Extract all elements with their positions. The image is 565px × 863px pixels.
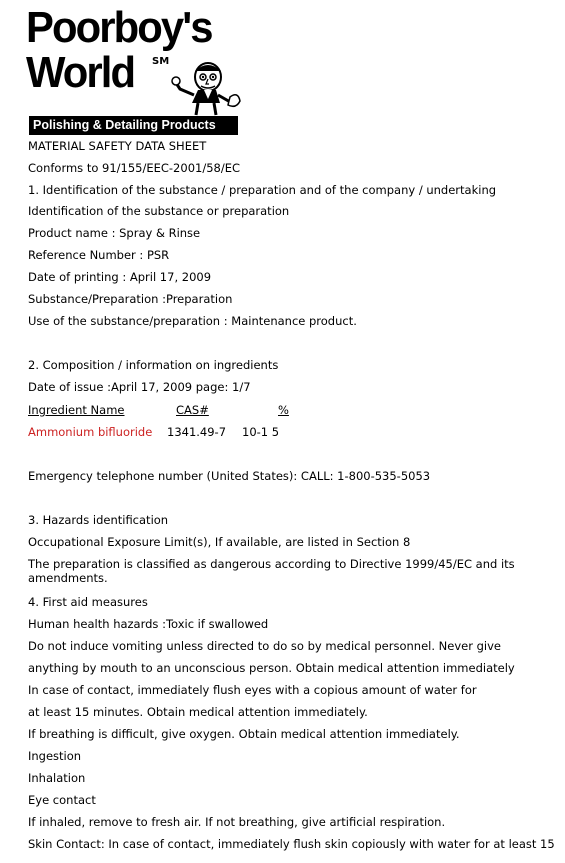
ingredient-cas: 1341.49-7 bbox=[167, 425, 227, 439]
eye-contact-label: Eye contact bbox=[28, 793, 96, 807]
exposure-limits: Occupational Exposure Limit(s), If available, are listed in Section 8 bbox=[28, 535, 411, 549]
logo-text-line1: Poorboy's bbox=[26, 3, 212, 52]
document-title: MATERIAL SAFETY DATA SHEET bbox=[28, 139, 207, 153]
substance-preparation: Substance/Preparation :Preparation bbox=[28, 292, 233, 306]
skin-contact-instructions: Skin Contact: In case of contact, immediately flush skin copiously with water for at least 15 bbox=[28, 837, 555, 851]
conformance-line: Conforms to 91/155/EEC-2001/58/EC bbox=[28, 161, 241, 175]
column-header-percent: % bbox=[278, 403, 289, 417]
first-aid-text-2: anything by mouth to an unconscious person. Obtain medical attention immediately bbox=[28, 661, 515, 675]
section-4-heading: 4. First aid measures bbox=[28, 595, 148, 609]
emergency-phone: Emergency telephone number (United States): CALL: 1-800-535-5053 bbox=[28, 469, 431, 483]
first-aid-text-1: Do not induce vomiting unless directed to do so by medical personnel. Never give bbox=[28, 639, 501, 653]
ingestion-label: Ingestion bbox=[28, 749, 82, 763]
first-aid-text-4: at least 15 minutes. Obtain medical attention immediately. bbox=[28, 705, 368, 719]
column-header-cas: CAS# bbox=[176, 403, 209, 417]
classification-statement: The preparation is classified as dangerous according to Directive 1999/45/EC and its amendments. bbox=[28, 557, 515, 585]
logo-text-line2: World bbox=[26, 48, 135, 97]
company-logo bbox=[26, 4, 240, 136]
inhalation-instructions: If inhaled, remove to fresh air. If not breathing, give artificial respiration. bbox=[28, 815, 446, 829]
first-aid-text-3: In case of contact, immediately flush eyes with a copious amount of water for bbox=[28, 683, 477, 697]
logo-service-mark: SM bbox=[152, 56, 170, 67]
section-1-heading: 1. Identification of the substance / preparation and of the company / undertaking bbox=[28, 183, 497, 197]
health-hazards: Human health hazards :Toxic if swallowed bbox=[28, 617, 269, 631]
ingredient-percent: 10-1 5 bbox=[242, 425, 280, 439]
reference-number: Reference Number : PSR bbox=[28, 248, 170, 262]
subsection-heading: Identification of the substance or preparation bbox=[28, 204, 290, 218]
column-header-ingredient: Ingredient Name bbox=[28, 403, 125, 417]
use-of-substance: Use of the substance/preparation : Maintenance product. bbox=[28, 314, 357, 328]
date-of-issue: Date of issue :April 17, 2009 page: 1/7 bbox=[28, 380, 251, 394]
section-3-heading: 3. Hazards identification bbox=[28, 513, 169, 527]
ingredient-name: Ammonium bifluoride bbox=[28, 425, 153, 439]
product-name: Product name : Spray & Rinse bbox=[28, 226, 201, 240]
first-aid-text-5: If breathing is difficult, give oxygen. Obtain medical attention immediately. bbox=[28, 727, 460, 741]
logo-tagline: Polishing & Detailing Products bbox=[29, 116, 238, 135]
date-of-printing: Date of printing : April 17, 2009 bbox=[28, 270, 212, 284]
inhalation-label: Inhalation bbox=[28, 771, 86, 785]
mascot-icon bbox=[170, 59, 242, 116]
section-2-heading: 2. Composition / information on ingredients bbox=[28, 358, 279, 372]
